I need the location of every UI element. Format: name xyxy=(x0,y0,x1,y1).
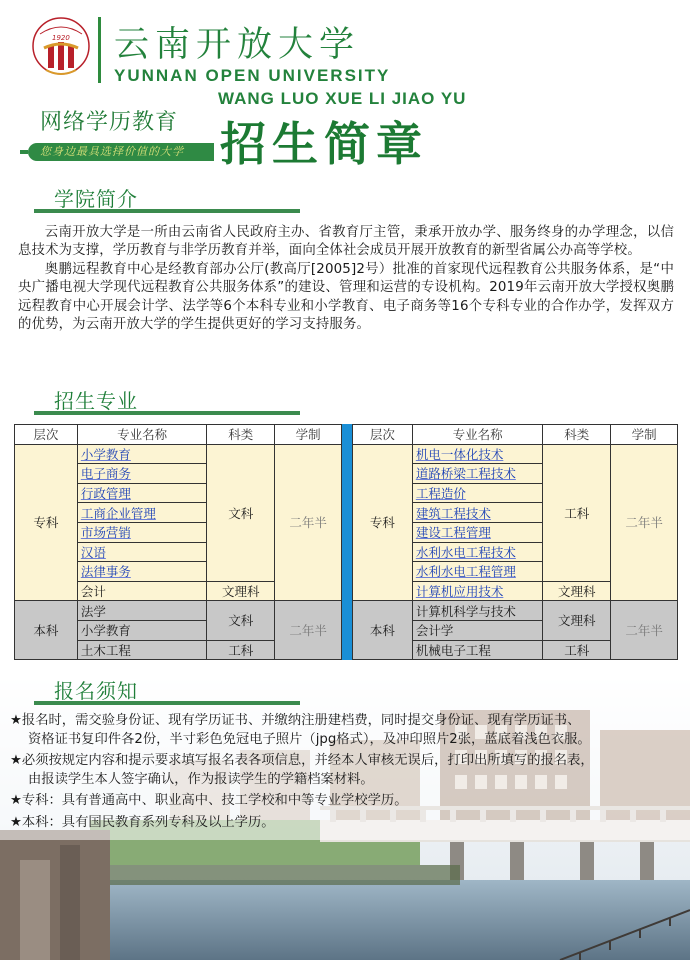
major-link[interactable]: 计算机应用技术 xyxy=(412,581,543,601)
duration-cell: 二年半 xyxy=(275,601,342,660)
list-item xyxy=(10,752,686,789)
major-cell: 会计 xyxy=(77,581,207,601)
major-cell: 计算机科学与技术 xyxy=(412,601,543,621)
major-link[interactable]: 水利水电工程管理 xyxy=(412,562,543,582)
category-cell: 文科 xyxy=(207,444,275,581)
header-divider xyxy=(98,17,101,83)
major-link[interactable]: 水利水电工程技术 xyxy=(412,542,543,562)
notice-line: ★专科：具有普通高中、职业高中、技工学校和中等专业学校学历。 xyxy=(10,793,408,808)
category-cell: 文理科 xyxy=(207,581,275,601)
col-header-category: 科类 xyxy=(543,425,611,445)
col-header-duration: 学制 xyxy=(275,425,342,445)
list-item xyxy=(10,712,686,749)
major-cell: 土木工程 xyxy=(77,640,207,660)
category-cell: 文理科 xyxy=(543,581,611,601)
col-header-category: 科类 xyxy=(207,425,275,445)
level-cell: 本科 xyxy=(15,601,78,660)
major-cell: 小学教育 xyxy=(77,620,207,640)
category-cell: 文科 xyxy=(207,601,275,640)
duration-cell: 二年半 xyxy=(275,444,342,601)
level-cell: 专科 xyxy=(353,444,413,601)
table-row xyxy=(15,444,342,464)
major-link[interactable]: 道路桥梁工程技术 xyxy=(412,464,543,484)
list-item xyxy=(10,792,686,811)
col-header-duration: 学制 xyxy=(611,425,678,445)
slogan-banner: 您身边最具选择价值的大学 xyxy=(28,143,214,161)
school-name-en: YUNNAN OPEN UNIVERSITY xyxy=(114,66,391,85)
table-row xyxy=(353,601,678,621)
notice-line: 由报读学生本人签字确认，作为报读学生的学籍档案材料。 xyxy=(28,771,374,787)
school-name-cn: 云南开放大学 xyxy=(114,25,361,65)
section-title-majors: 招生专业 xyxy=(54,389,138,413)
section-header-intro xyxy=(0,180,300,216)
duration-cell: 二年半 xyxy=(611,601,678,660)
section-title-notice: 报名须知 xyxy=(54,679,138,703)
major-link[interactable]: 行政管理 xyxy=(77,483,207,503)
edu-type-title: 网络学历教育 xyxy=(40,110,179,135)
major-link[interactable]: 法律事务 xyxy=(77,562,207,582)
page-title: 招生简章 xyxy=(220,117,428,171)
level-cell: 本科 xyxy=(353,601,413,660)
majors-table-right xyxy=(352,424,678,660)
major-link[interactable]: 小学教育 xyxy=(77,444,207,464)
category-cell: 工科 xyxy=(543,640,611,660)
major-link[interactable]: 建筑工程技术 xyxy=(412,503,543,523)
col-header-major: 专业名称 xyxy=(412,425,543,445)
intro-paragraph: 云南开放大学是一所由云南省人民政府主办、省教育厅主管，秉承开放办学、服务终身的办学理念，以信息技术为支撑，学历教育与非学历教育并举，面向全体社会成员开展开放教育的新型省属公办高等学校。 xyxy=(18,225,674,259)
duration-cell: 二年半 xyxy=(611,444,678,601)
major-link[interactable]: 汉语 xyxy=(77,542,207,562)
majors-table-left xyxy=(14,424,342,660)
major-link[interactable]: 工程造价 xyxy=(412,483,543,503)
list-item xyxy=(10,814,686,833)
title-pinyin: WANG LUO XUE LI JIAO YU xyxy=(218,89,467,108)
major-link[interactable]: 电子商务 xyxy=(77,464,207,484)
table-row xyxy=(353,444,678,464)
notice-list xyxy=(10,712,686,835)
table-header-row xyxy=(15,425,342,445)
section-title-intro: 学院简介 xyxy=(54,187,138,211)
notice-line: 资格证书复印件各2份，半寸彩色免冠电子照片（jpg格式），及冲印照片2张，蓝底着浅色衣服。 xyxy=(28,731,591,747)
notice-line: ★报名时，需交验身份证、现有学历证书、并缴纳注册建档费，同时提交身份证、现有学历证书、 xyxy=(10,713,581,728)
majors-tables xyxy=(14,424,678,660)
level-cell: 专科 xyxy=(15,444,78,601)
section-header-notice xyxy=(0,672,300,708)
major-link[interactable]: 建设工程管理 xyxy=(412,522,543,542)
major-link[interactable]: 市场营销 xyxy=(77,522,207,542)
section-header-majors xyxy=(0,382,300,418)
notice-line: ★必须按规定内容和提示要求填写报名表各项信息，并经本人审核无误后，打印出所填写的报名表， xyxy=(10,753,594,768)
intro-text xyxy=(18,224,674,334)
col-header-level: 层次 xyxy=(15,425,78,445)
major-link[interactable]: 机电一体化技术 xyxy=(412,444,543,464)
logo-year: 1920 xyxy=(52,34,70,42)
major-cell: 会计学 xyxy=(412,620,543,640)
category-cell: 文理科 xyxy=(543,601,611,640)
table-header-row xyxy=(353,425,678,445)
col-header-major: 专业名称 xyxy=(77,425,207,445)
category-cell: 工科 xyxy=(207,640,275,660)
intro-paragraph: 奥鹏远程教育中心是经教育部办公厅(教高厅[2005]2号）批准的首家现代远程教育公共服务体系，是“中央广播电视大学现代远程教育公共服务体系”的建设、管理和运营的专设机构。2019年云南开放大学授权奥鹏远程教育中心开展会计学、法学等6个本科专业和小学教育、电子商务等16个专科专业的合作办学，发挥双方的优势，为云南开放大学的学生提供更好的学习支持服务。 xyxy=(18,261,674,333)
table-separator xyxy=(341,424,352,660)
table-row xyxy=(15,601,342,621)
major-cell: 机械电子工程 xyxy=(412,640,543,660)
col-header-level: 层次 xyxy=(353,425,413,445)
major-link[interactable]: 工商企业管理 xyxy=(77,503,207,523)
major-cell: 法学 xyxy=(77,601,207,621)
notice-line: ★本科：具有国民教育系列专科及以上学历。 xyxy=(10,814,275,830)
university-logo xyxy=(30,12,92,90)
category-cell: 工科 xyxy=(543,444,611,581)
